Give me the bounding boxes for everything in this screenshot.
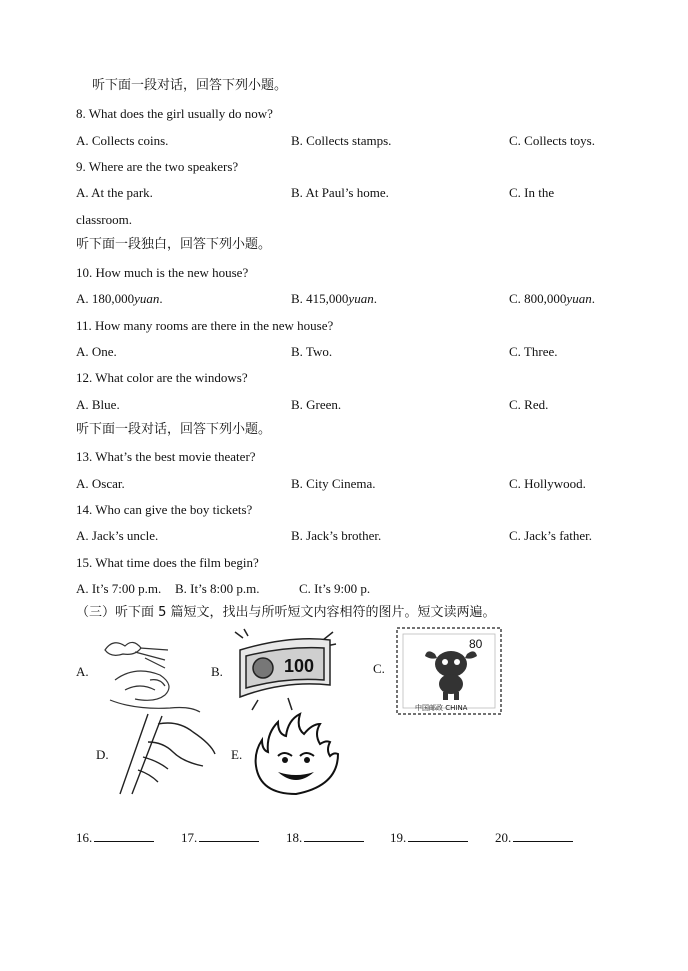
answer-blank-20[interactable] [495, 829, 573, 846]
blank-number: 19. [390, 830, 407, 845]
answer-blank-18[interactable] [286, 829, 364, 846]
question-14: 14. Who can give the boy tickets? [76, 502, 253, 517]
blank-number: 18. [286, 830, 303, 845]
section-intro-monologue: 听下面一段独白，回答下列小题。 [76, 237, 272, 252]
q9-option-b: B. At Paul’s home. [291, 185, 389, 200]
picture-c-stamp [395, 626, 503, 716]
picture-e-fire-face [250, 712, 342, 798]
answer-blank-16[interactable] [76, 829, 154, 846]
q15-option-c: C. It’s 9:00 p. [299, 581, 371, 596]
picture-label-b: B. [211, 664, 223, 679]
stamp-caption: 中国邮政 CHINA [415, 704, 468, 712]
answer-blank-17[interactable] [181, 829, 259, 846]
q8-option-c: C. Collects toys. [509, 133, 595, 148]
question-10: 10. How much is the new house? [76, 265, 249, 280]
picture-b-banknote [228, 628, 338, 713]
q12-option-c: C. Red. [509, 397, 549, 412]
q13-option-b: B. City Cinema. [291, 476, 376, 491]
blank-number: 20. [495, 830, 512, 845]
q14-option-a: A. Jack’s uncle. [76, 528, 159, 543]
q14-option-b: B. Jack’s brother. [291, 528, 382, 543]
q10-option-b: B. 415,000yuan. [291, 291, 377, 306]
section-intro-dialog-1: 听下面一段对话，回答下列小题。 [92, 78, 288, 93]
q8-option-a: A. Collects coins. [76, 133, 169, 148]
question-15: 15. What time does the film begin? [76, 555, 259, 570]
picture-label-e: E. [231, 747, 243, 762]
question-9: 9. Where are the two speakers? [76, 159, 239, 174]
question-12: 12. What color are the windows? [76, 370, 248, 385]
section-intro-part-3: （三）听下面 5 篇短文，找出与所听短文内容相符的图片。短文读两遍。 [76, 605, 496, 620]
picture-label-d: D. [96, 747, 109, 762]
answer-blank-19[interactable] [390, 829, 468, 846]
q11-option-c: C. Three. [509, 344, 558, 359]
question-8: 8. What does the girl usually do now? [76, 106, 273, 121]
question-13: 13. What’s the best movie theater? [76, 449, 256, 464]
q13-option-c: C. Hollywood. [509, 476, 586, 491]
q9-option-a: A. At the park. [76, 185, 153, 200]
q10-option-c: C. 800,000yuan. [509, 291, 595, 306]
q11-option-a: A. One. [76, 344, 117, 359]
stamp-value: 80 [469, 637, 483, 651]
q12-option-b: B. Green. [291, 397, 342, 412]
picture-label-c: C. [373, 661, 385, 676]
q10-option-a: A. 180,000yuan. [76, 291, 163, 306]
picture-d-chopsticks [118, 712, 218, 797]
q9-option-c-continued: classroom. [76, 212, 132, 227]
q11-option-b: B. Two. [291, 344, 333, 359]
picture-label-a: A. [76, 664, 89, 679]
q15-option-b: B. It’s 8:00 p.m. [175, 581, 260, 596]
blank-number: 16. [76, 830, 93, 845]
q9-option-c: C. In the [509, 185, 555, 200]
q14-option-c: C. Jack’s father. [509, 528, 593, 543]
q13-option-a: A. Oscar. [76, 476, 125, 491]
q12-option-a: A. Blue. [76, 397, 120, 412]
q15-option-a: A. It’s 7:00 p.m. [76, 581, 162, 596]
q8-option-b: B. Collects stamps. [291, 133, 392, 148]
banknote-value: 100 [284, 656, 315, 676]
picture-a-sketch [95, 630, 205, 715]
blank-number: 17. [181, 830, 198, 845]
question-11: 11. How many rooms are there in the new house? [76, 318, 334, 333]
section-intro-dialog-2: 听下面一段对话，回答下列小题。 [76, 422, 272, 437]
